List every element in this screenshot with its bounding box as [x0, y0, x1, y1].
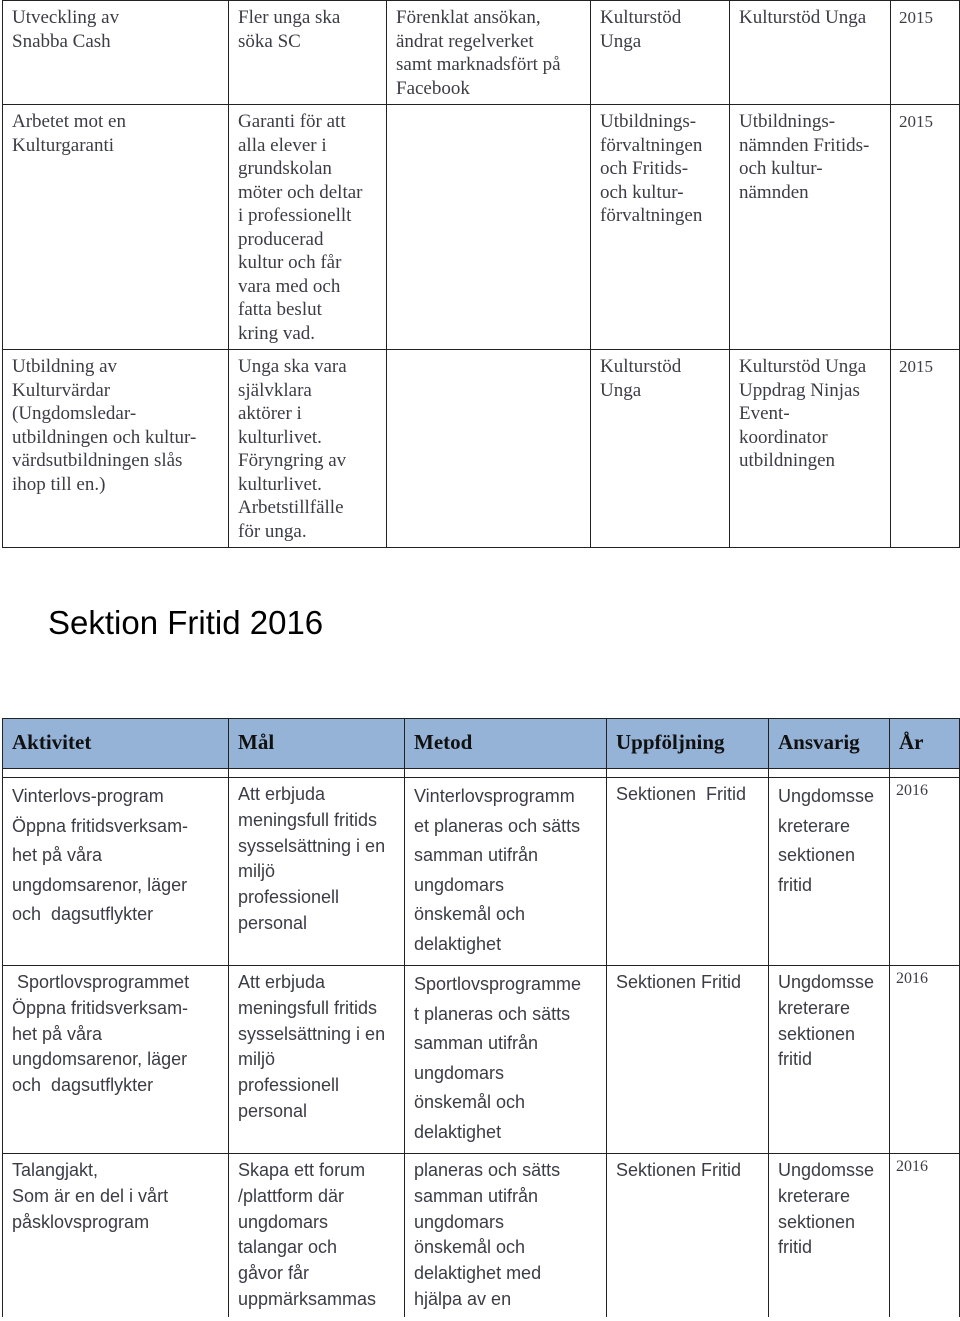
cell-line: personal	[238, 912, 308, 933]
table-row	[3, 1, 960, 105]
cell-line: Föryngring av	[238, 450, 347, 471]
cell-line: Förenklat ansökan,	[396, 7, 541, 28]
cell-line: och dagsutflykter	[12, 904, 154, 924]
cell-line: ungdomsarenor, läger	[12, 874, 188, 895]
cell-line: samt marknadsfört på	[396, 54, 561, 75]
section-fritid-table	[2, 718, 960, 1317]
cell-line: kulturlivet.	[238, 473, 322, 495]
section-title: Sektion Fritid 2016	[48, 604, 324, 641]
cell-line: kultur och får	[238, 252, 342, 273]
cell-line: Event-	[739, 403, 790, 424]
cell-line: och dagsutflykter	[12, 1075, 154, 1096]
cell-line: delaktighet	[414, 933, 502, 954]
cell-line: professionell	[238, 887, 340, 908]
cell-line: Att erbjuda	[238, 784, 326, 804]
cell-line: samman utifrån	[414, 1033, 539, 1053]
cell-line: möter och deltar	[238, 181, 363, 203]
cell-line: Arbetet mot en	[12, 111, 126, 132]
cell-goal	[229, 1, 387, 105]
cell-line: Unga	[600, 30, 642, 52]
cell-line: samman utifrån	[414, 1185, 539, 1206]
cell-line: fritid	[778, 1237, 813, 1258]
cell-line: hjälpa av en	[414, 1288, 512, 1309]
cell-line: sektionen	[778, 1023, 856, 1044]
cell-followup	[607, 966, 769, 1154]
cell-line: personal	[238, 1100, 308, 1121]
cell-line: Öppna fritidsverksam-	[12, 997, 189, 1018]
cell-line: meningsfull fritids	[238, 809, 378, 830]
cell-method	[405, 966, 607, 1154]
header-goal: Mål	[229, 719, 405, 769]
cell-line: uppmärksammas	[238, 1288, 377, 1309]
cell-line: Kulturvärdar	[12, 379, 111, 401]
header-followup: Uppföljning	[607, 719, 769, 769]
cell-line: önskemål och	[414, 1237, 526, 1258]
cell-line: Utbildnings-	[600, 111, 697, 132]
cell-line: önskemål och	[414, 904, 526, 924]
cell-method	[405, 1154, 607, 1318]
cell-followup	[607, 1154, 769, 1318]
cell-line: Som är en del i vårt	[12, 1185, 169, 1206]
cell-responsible	[769, 778, 890, 966]
cell-line: miljö	[238, 1049, 276, 1070]
spacer-cell	[890, 769, 960, 778]
cell-line: samman utifrån	[414, 845, 539, 865]
cell-activity	[3, 350, 229, 548]
cell-line: miljö	[238, 861, 276, 882]
table-row	[3, 105, 960, 350]
cell-line: ihop till en.)	[12, 473, 106, 495]
cell-line: kreterare	[778, 1185, 851, 1206]
header-spacer-row	[3, 769, 960, 778]
cell-line: önskemål och	[414, 1092, 526, 1112]
cell-line: kulturlivet.	[238, 426, 322, 448]
cell-activity	[3, 966, 229, 1154]
cell-goal	[229, 778, 405, 966]
cell-line: Utveckling av	[12, 7, 120, 28]
cell-line: gåvor får	[238, 1263, 310, 1284]
cell-line: Sektionen Fritid	[616, 1160, 742, 1180]
cell-line: sektionen	[778, 1211, 856, 1232]
cell-line: vara med och	[238, 275, 341, 297]
cell-line: fritid	[778, 1049, 813, 1070]
cell-year: 2015	[891, 1, 960, 105]
cell-line: Sektionen Fritid	[616, 972, 742, 992]
cell-line: och Fritids-	[600, 158, 689, 179]
cell-line: /plattform där	[238, 1185, 345, 1206]
cell-line: Skapa ett forum	[238, 1160, 366, 1180]
cell-line: Snabba Cash	[12, 30, 111, 52]
cell-line: Kulturstöd	[600, 356, 682, 377]
cell-line: kring vad.	[238, 322, 316, 344]
cell-line: Fler unga ska	[238, 7, 341, 28]
cell-line: söka SC	[238, 30, 301, 52]
cell-goal	[229, 1154, 405, 1318]
cell-line: aktörer i	[238, 403, 302, 424]
cell-activity	[3, 1154, 229, 1318]
cell-method	[387, 105, 591, 350]
cell-line: et planeras och sätts	[414, 815, 581, 836]
cell-activity	[3, 778, 229, 966]
spacer-cell	[607, 769, 769, 778]
cell-line: Garanti för att	[238, 111, 346, 132]
cell-line: Öppna fritidsverksam-	[12, 815, 189, 836]
cell-line: (Ungdomsledar-	[12, 403, 137, 424]
cell-line: producerad	[238, 228, 324, 250]
cell-line: Sportlovsprogramme	[414, 974, 582, 994]
cell-year: 2015	[891, 105, 960, 350]
cell-line: kreterare	[778, 815, 851, 836]
cell-goal	[229, 350, 387, 548]
cell-responsible	[769, 966, 890, 1154]
cell-line: och kultur-	[600, 181, 684, 203]
cell-followup	[591, 1, 730, 105]
cell-line: Ungdomsse	[778, 972, 875, 992]
cell-method	[387, 350, 591, 548]
cell-line: Vinterlovsprogramm	[414, 786, 575, 806]
cell-line: Ungdomsse	[778, 1160, 875, 1180]
cell-line: Talangjakt,	[12, 1160, 99, 1180]
cell-line: ungdomsarenor, läger	[12, 1049, 188, 1070]
top-plan-table	[2, 0, 960, 548]
cell-line: Ungdomsse	[778, 786, 875, 806]
header-responsible: Ansvarig	[769, 719, 890, 769]
cell-activity	[3, 1, 229, 105]
top-table-body	[3, 1, 960, 548]
table-row	[3, 350, 960, 548]
cell-line: planeras och sätts	[414, 1160, 561, 1180]
cell-line: professionell	[238, 1075, 340, 1096]
cell-line: alla elever i	[238, 134, 327, 156]
cell-activity	[3, 105, 229, 350]
spacer-cell	[229, 769, 405, 778]
cell-line: Sektionen Fritid	[616, 784, 747, 804]
header-year: År	[890, 719, 960, 769]
cell-line: Kulturstöd Unga	[739, 356, 867, 377]
cell-year: 2016	[890, 1154, 960, 1318]
cell-line: Uppdrag Ninjas	[739, 379, 860, 401]
cell-line: och kultur-	[739, 158, 823, 179]
cell-line: sysselsättning i en	[238, 1023, 386, 1044]
cell-responsible	[769, 1154, 890, 1318]
cell-line: förvaltningen	[600, 134, 703, 156]
cell-line: Sportlovsprogrammet	[12, 972, 190, 992]
cell-year: 2015	[891, 350, 960, 548]
section-table-body	[3, 719, 960, 1318]
cell-line: talangar och	[238, 1237, 338, 1258]
header-activity: Aktivitet	[3, 719, 229, 769]
cell-line: fatta beslut	[238, 299, 322, 320]
cell-line: t planeras och sätts	[414, 1003, 571, 1024]
spacer-cell	[769, 769, 890, 778]
cell-goal	[229, 105, 387, 350]
cell-line: Kulturgaranti	[12, 134, 115, 156]
cell-method	[387, 1, 591, 105]
cell-line: Utbildnings-	[739, 111, 836, 132]
cell-line: ungdomars	[414, 1062, 505, 1083]
cell-line: ungdomars	[414, 1211, 505, 1232]
cell-goal	[229, 966, 405, 1154]
cell-line: Vinterlovs-program	[12, 786, 164, 806]
table-row	[3, 1154, 960, 1318]
cell-line: Facebook	[396, 77, 470, 99]
cell-responsible	[730, 1, 891, 105]
spacer-cell	[405, 769, 607, 778]
cell-line: Arbetstillfälle	[238, 497, 344, 518]
cell-responsible	[730, 350, 891, 548]
cell-line: meningsfull fritids	[238, 997, 378, 1018]
cell-line: förvaltningen	[600, 205, 703, 226]
cell-line: sysselsättning i en	[238, 835, 386, 856]
cell-line: påsklovsprogram	[12, 1211, 150, 1232]
cell-line: ungdomars	[238, 1211, 329, 1232]
cell-line: Kulturstöd	[600, 7, 682, 28]
cell-line: självklara	[238, 379, 312, 401]
cell-line: Unga	[600, 379, 642, 401]
cell-line: delaktighet med	[414, 1263, 542, 1284]
cell-line: utbildningen	[739, 450, 836, 471]
table-row	[3, 778, 960, 966]
cell-line: nämnden	[739, 181, 809, 203]
cell-line: delaktighet	[414, 1121, 502, 1142]
spacer-cell	[3, 769, 229, 778]
cell-year: 2016	[890, 778, 960, 966]
cell-year: 2016	[890, 966, 960, 1154]
cell-line: i professionellt	[238, 205, 352, 226]
cell-line: fritid	[778, 874, 813, 895]
cell-line: koordinator	[739, 426, 828, 448]
cell-method	[405, 778, 607, 966]
cell-line: grundskolan	[238, 158, 332, 179]
cell-line: Kulturstöd Unga	[739, 7, 867, 28]
cell-line: het på våra	[12, 845, 103, 865]
cell-line: för unga.	[238, 520, 307, 542]
cell-line: ungdomars	[414, 874, 505, 895]
cell-line: ändrat regelverket	[396, 30, 534, 52]
table-header-row	[3, 719, 960, 769]
cell-followup	[591, 350, 730, 548]
cell-line: Att erbjuda	[238, 972, 326, 992]
cell-followup	[607, 778, 769, 966]
cell-line: utbildningen och kultur-	[12, 426, 197, 448]
cell-line: sektionen	[778, 845, 856, 865]
cell-line: Unga ska vara	[238, 356, 347, 377]
header-method: Metod	[405, 719, 607, 769]
cell-line: värdsutbildningen slås	[12, 450, 183, 471]
cell-line: het på våra	[12, 1023, 103, 1044]
cell-responsible	[730, 105, 891, 350]
cell-line: kreterare	[778, 997, 851, 1018]
cell-line: nämnden Fritids-	[739, 134, 870, 156]
cell-line: Utbildning av	[12, 356, 118, 377]
table-row	[3, 966, 960, 1154]
cell-followup	[591, 105, 730, 350]
